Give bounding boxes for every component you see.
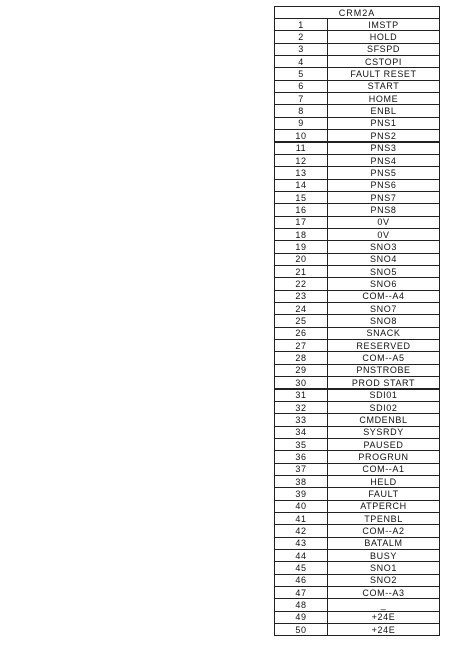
- crm2a-pin-cell: 32: [274, 401, 328, 414]
- crm2a-pin-cell: 3: [274, 43, 328, 56]
- crm2a-pin-cell: 23: [274, 290, 328, 303]
- crm2a-pin-cell: 11: [274, 142, 328, 155]
- crm2a-signal-cell: HELD: [327, 475, 440, 488]
- crm2a-pin-cell: 50: [274, 623, 328, 636]
- crm2a-pin-cell: 33: [274, 413, 328, 426]
- crm2a-pin-cell: 42: [274, 524, 328, 537]
- crm2a-signal-cell: SNO1: [327, 561, 440, 574]
- crm2a-signal-cell: COM--A3: [327, 586, 440, 599]
- crm2a-signal-cell: ENBL: [327, 104, 440, 117]
- crm2a-signal-cell: _: [327, 598, 440, 611]
- crm2a-pin-cell: 7: [274, 92, 328, 105]
- crm2a-pin-cell: 34: [274, 426, 328, 439]
- crm2a-signal-cell: SNO7: [327, 302, 440, 315]
- crm2a-pin-cell: 13: [274, 166, 328, 179]
- crm2a-pin-cell: 31: [274, 389, 328, 402]
- crm2a-signal-cell: SNO8: [327, 314, 440, 327]
- crm2a-pin-cell: 2: [274, 30, 328, 43]
- crm2a-signal-cell: COM--A1: [327, 463, 440, 476]
- crm2a-pin-cell: 12: [274, 154, 328, 167]
- crm2a-pin-cell: 16: [274, 203, 328, 216]
- crm2a-pin-cell: 37: [274, 463, 328, 476]
- crm2a-pin-cell: 6: [274, 80, 328, 93]
- crm2a-signal-cell: FAULT: [327, 487, 440, 500]
- crm2a-pin-cell: 39: [274, 487, 328, 500]
- crm2a-signal-cell: SNACK: [327, 327, 440, 340]
- crm2a-pin-cell: 25: [274, 314, 328, 327]
- crm2a-signal-cell: COM--A2: [327, 524, 440, 537]
- crm2a-signal-cell: PNS5: [327, 166, 440, 179]
- crm2a-pin-cell: 29: [274, 364, 328, 377]
- crm2a-signal-cell: PROGRUN: [327, 450, 440, 463]
- crm2a-signal-cell: PNS4: [327, 154, 440, 167]
- crm2a-title: CRM2A: [274, 6, 440, 19]
- crm2a-pin-cell: 49: [274, 611, 328, 624]
- crm2a-pin-cell: 1: [274, 18, 328, 31]
- crm2a-pin-cell: 14: [274, 179, 328, 192]
- crm2a-signal-cell: HOME: [327, 92, 440, 105]
- crm2a-signal-cell: +24E: [327, 611, 440, 624]
- crm2a-pin-cell: 27: [274, 339, 328, 352]
- crm2a-signal-cell: SNO6: [327, 277, 440, 290]
- crm2a-signal-cell: PNS1: [327, 117, 440, 130]
- crm2a-pin-cell: 28: [274, 351, 328, 364]
- crm2a-signal-cell: SNO3: [327, 240, 440, 253]
- crm2a-pin-cell: 30: [274, 376, 328, 389]
- crm2a-signal-cell: ATPERCH: [327, 500, 440, 513]
- crm2a-signal-cell: CSTOPI: [327, 55, 440, 68]
- crm2a-signal-cell: PNSTROBE: [327, 364, 440, 377]
- crm2a-pin-cell: 40: [274, 500, 328, 513]
- crm2a-pin-cell: 48: [274, 598, 328, 611]
- crm2a-pin-cell: 22: [274, 277, 328, 290]
- crm2a-pin-cell: 26: [274, 327, 328, 340]
- crm2a-pin-cell: 46: [274, 574, 328, 587]
- crm2a-pin-cell: 24: [274, 302, 328, 315]
- crm2a-pin-cell: 41: [274, 512, 328, 525]
- crm2a-signal-cell: 0V: [327, 228, 440, 241]
- crm2a-signal-cell: START: [327, 80, 440, 93]
- crm2a-signal-cell: SDI01: [327, 389, 440, 402]
- crm2a-signal-cell: SFSPD: [327, 43, 440, 56]
- crm2a-signal-cell: SDI02: [327, 401, 440, 414]
- crm2a-pin-cell: 47: [274, 586, 328, 599]
- crm2a-signal-cell: PAUSED: [327, 438, 440, 451]
- crm2a-signal-cell: PROD START: [327, 376, 440, 389]
- crm2a-signal-cell: BUSY: [327, 549, 440, 562]
- crm2a-pin-cell: 20: [274, 253, 328, 266]
- crm2a-signal-cell: COM--A5: [327, 351, 440, 364]
- crm2a-signal-cell: +24E: [327, 623, 440, 636]
- crm2a-signal-cell: 0V: [327, 216, 440, 229]
- crm2a-signal-cell: BATALM: [327, 537, 440, 550]
- crm2a-signal-cell: CMDENBL: [327, 413, 440, 426]
- crm2a-signal-cell: HOLD: [327, 30, 440, 43]
- crm2a-pin-cell: 8: [274, 104, 328, 117]
- crm2a-pin-cell: 35: [274, 438, 328, 451]
- crm2a-signal-cell: SNO2: [327, 574, 440, 587]
- crm2a-pin-cell: 21: [274, 265, 328, 278]
- crm2a-signal-cell: RESERVED: [327, 339, 440, 352]
- crm2a-pin-cell: 43: [274, 537, 328, 550]
- crm2a-signal-cell: SNO5: [327, 265, 440, 278]
- crm2a-signal-cell: PNS8: [327, 203, 440, 216]
- crm2a-pin-cell: 17: [274, 216, 328, 229]
- crm2a-pin-cell: 36: [274, 450, 328, 463]
- crm2a-signal-cell: PNS6: [327, 179, 440, 192]
- crm2a-pin-cell: 10: [274, 129, 328, 142]
- crm2a-pin-cell: 4: [274, 55, 328, 68]
- crm2a-pin-cell: 45: [274, 561, 328, 574]
- crm2a-signal-cell: PNS3: [327, 142, 440, 155]
- crm2a-signal-cell: COM--A4: [327, 290, 440, 303]
- crm2a-pin-cell: 9: [274, 117, 328, 130]
- crm2a-pin-cell: 15: [274, 191, 328, 204]
- crm2a-pin-cell: 38: [274, 475, 328, 488]
- crm2a-pin-cell: 18: [274, 228, 328, 241]
- crm2a-signal-cell: IMSTP: [327, 18, 440, 31]
- crm2a-signal-cell: TPENBL: [327, 512, 440, 525]
- crm2a-pin-cell: 5: [274, 67, 328, 80]
- crm2a-signal-cell: SYSRDY: [327, 426, 440, 439]
- crm2a-pin-cell: 19: [274, 240, 328, 253]
- crm2a-pin-cell: 44: [274, 549, 328, 562]
- crm2a-signal-cell: FAULT RESET: [327, 67, 440, 80]
- crm2a-signal-cell: PNS2: [327, 129, 440, 142]
- crm2a-signal-cell: PNS7: [327, 191, 440, 204]
- crm2a-signal-cell: SNO4: [327, 253, 440, 266]
